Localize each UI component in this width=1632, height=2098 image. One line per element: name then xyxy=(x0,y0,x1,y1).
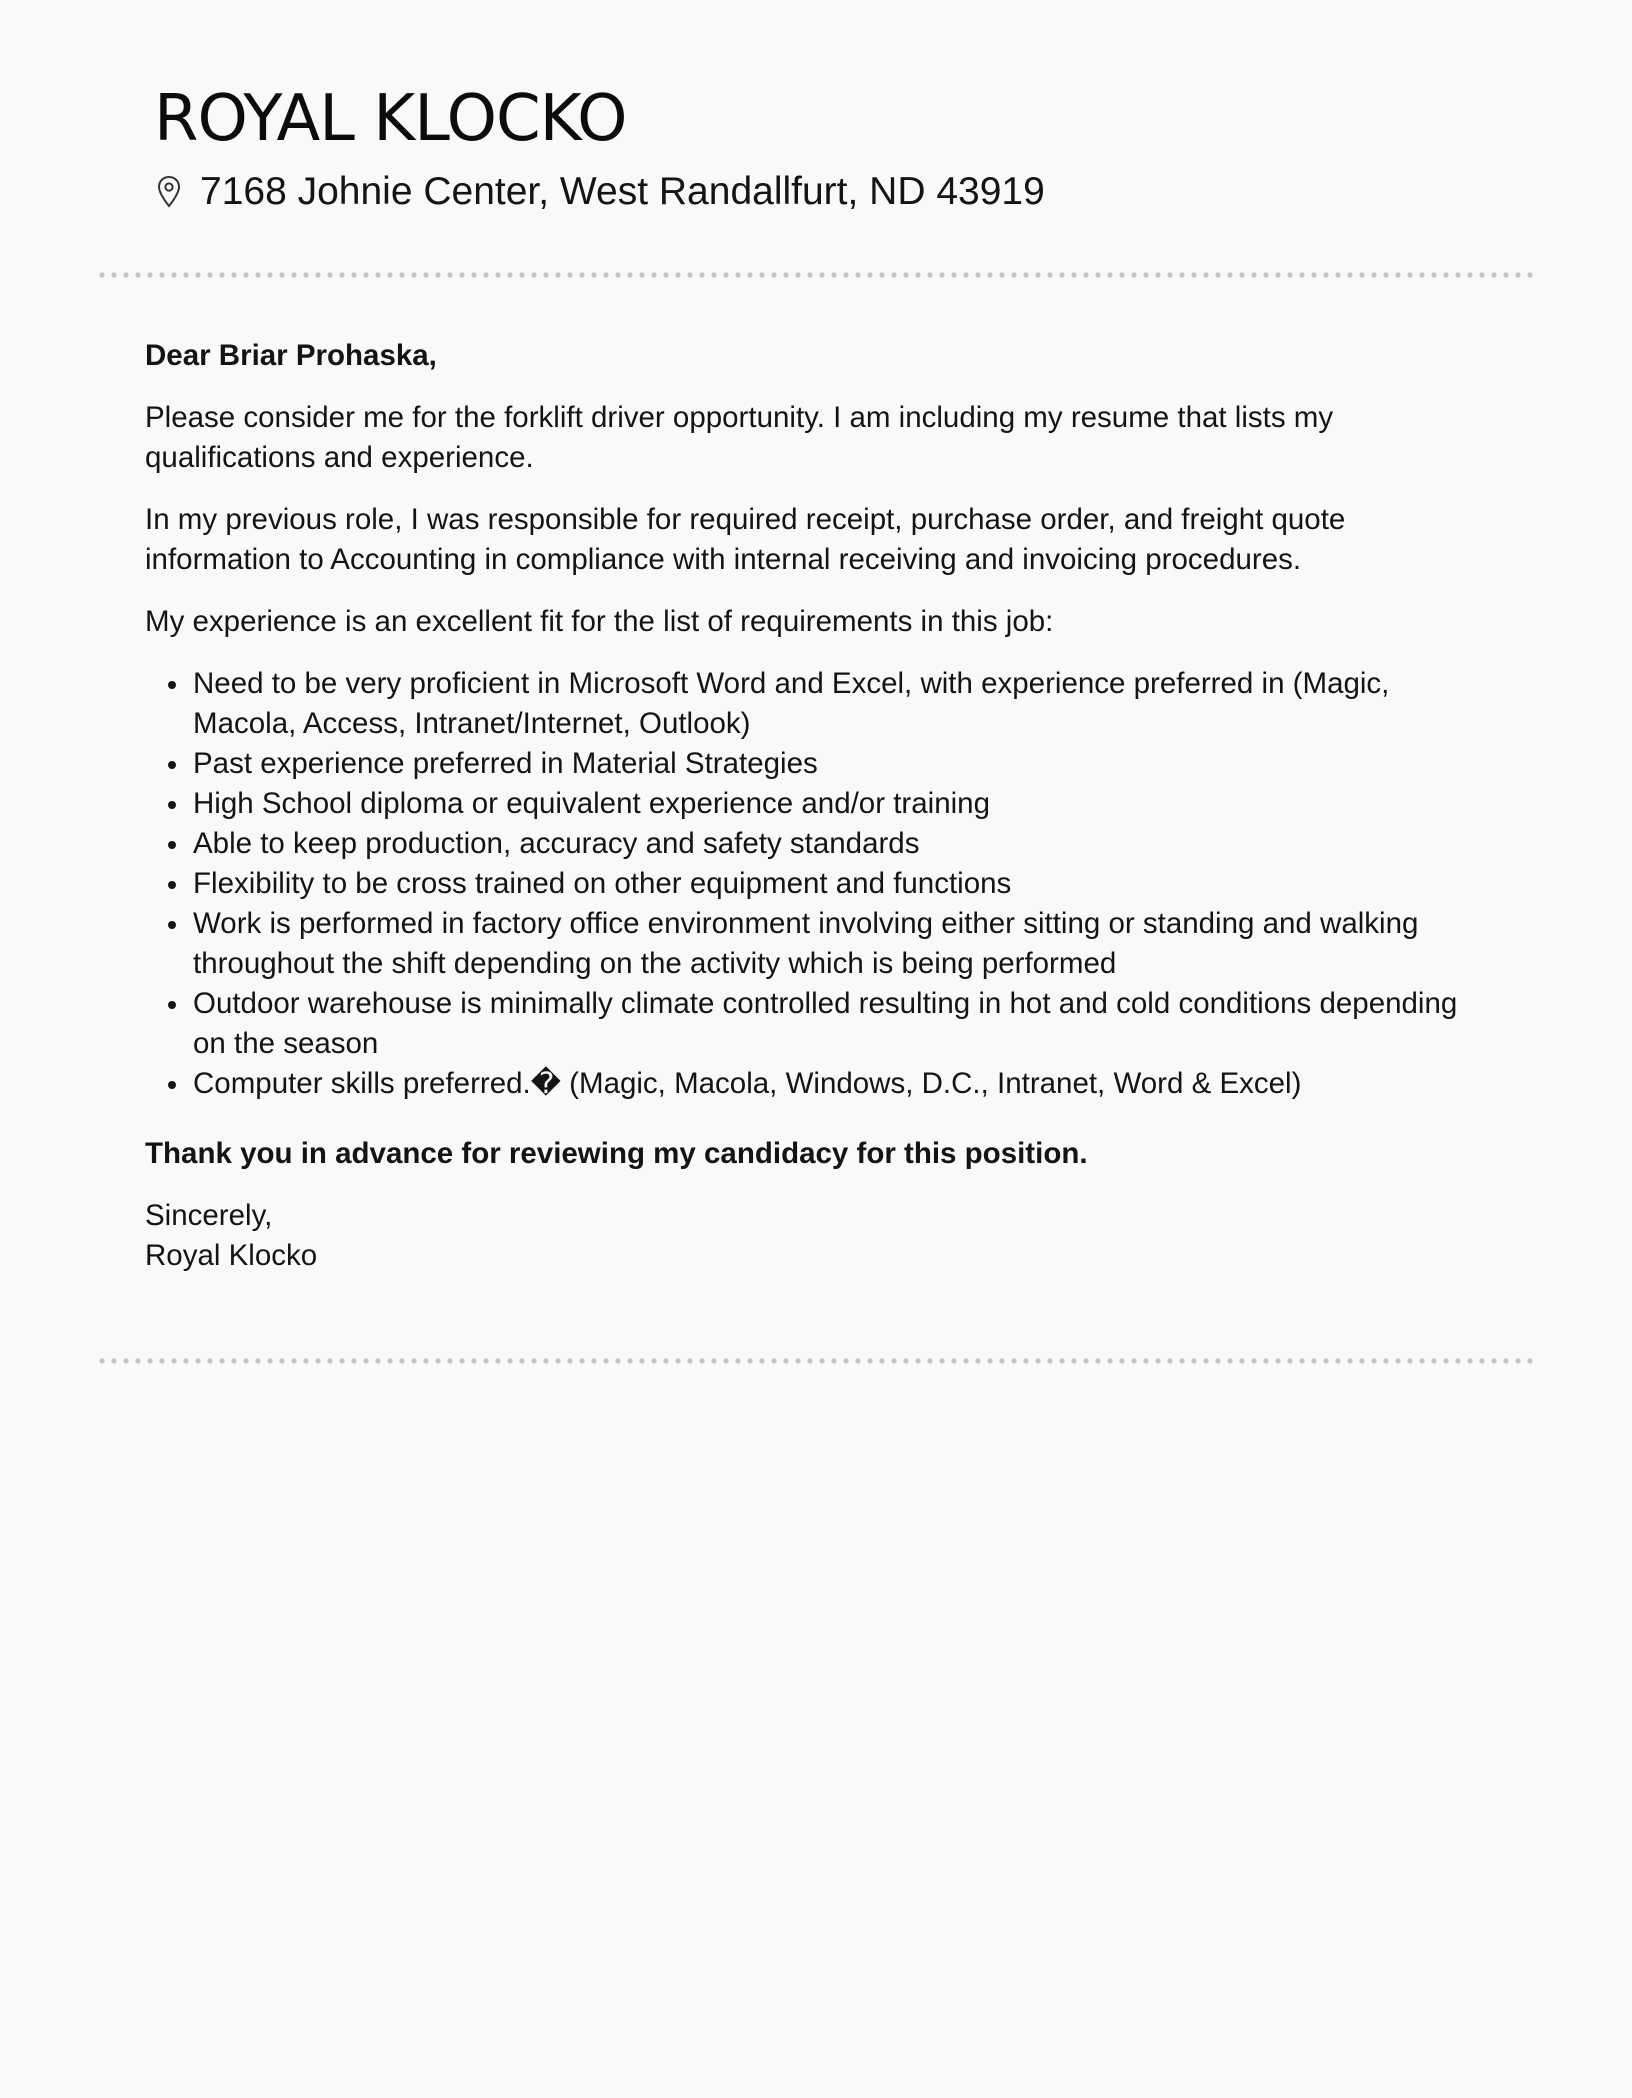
bottom-dotted-divider xyxy=(96,1358,1536,1364)
list-item: Past experience preferred in Material Strategies xyxy=(193,744,1495,784)
list-item: Able to keep production, accuracy and safety standards xyxy=(193,824,1495,864)
applicant-address: 7168 Johnie Center, West Randallfurt, ND 43919 xyxy=(200,170,1045,213)
requirements-intro: My experience is an excellent fit for the list of requirements in this job: xyxy=(145,605,1054,638)
top-dotted-divider xyxy=(96,272,1536,278)
map-pin-icon xyxy=(154,174,184,210)
list-item: Outdoor warehouse is minimally climate controlled resulting in hot and cold conditions depending on the season xyxy=(193,984,1495,1064)
signoff-text: Sincerely, xyxy=(145,1199,273,1232)
signature-name: Royal Klocko xyxy=(145,1239,318,1272)
closing-statement: Thank you in advance for reviewing my candidacy for this position. xyxy=(145,1137,1088,1170)
address-row xyxy=(154,164,1494,220)
list-item: Need to be very proficient in Microsoft Word and Excel, with experience preferred in (Magic, Macola, Access, Intranet/Internet, Outlook) xyxy=(193,664,1495,744)
salutation: Dear Briar Prohaska, xyxy=(145,339,437,372)
intro-paragraph: Please consider me for the forklift driver opportunity. I am including my resume that lists my qualifications and experience. xyxy=(145,401,1334,474)
list-item: Work is performed in factory office environment involving either sitting or standing and walking throughout the shift depending on the activity which is being performed xyxy=(193,904,1495,984)
letter-body xyxy=(145,336,1495,1276)
letter-header xyxy=(154,78,1494,220)
experience-paragraph: In my previous role, I was responsible for required receipt, purchase order, and freight quote information to Accounting in compliance with internal receiving and invoicing procedures. xyxy=(145,503,1346,576)
applicant-name: ROYAL KLOCKO xyxy=(154,82,627,156)
list-item: High School diploma or equivalent experience and/or training xyxy=(193,784,1495,824)
requirements-list xyxy=(145,664,1495,1104)
signoff xyxy=(145,1196,1495,1276)
list-item: Flexibility to be cross trained on other equipment and functions xyxy=(193,864,1495,904)
list-item: Computer skills preferred.� (Magic, Macola, Windows, D.C., Intranet, Word & Excel) xyxy=(193,1064,1495,1104)
